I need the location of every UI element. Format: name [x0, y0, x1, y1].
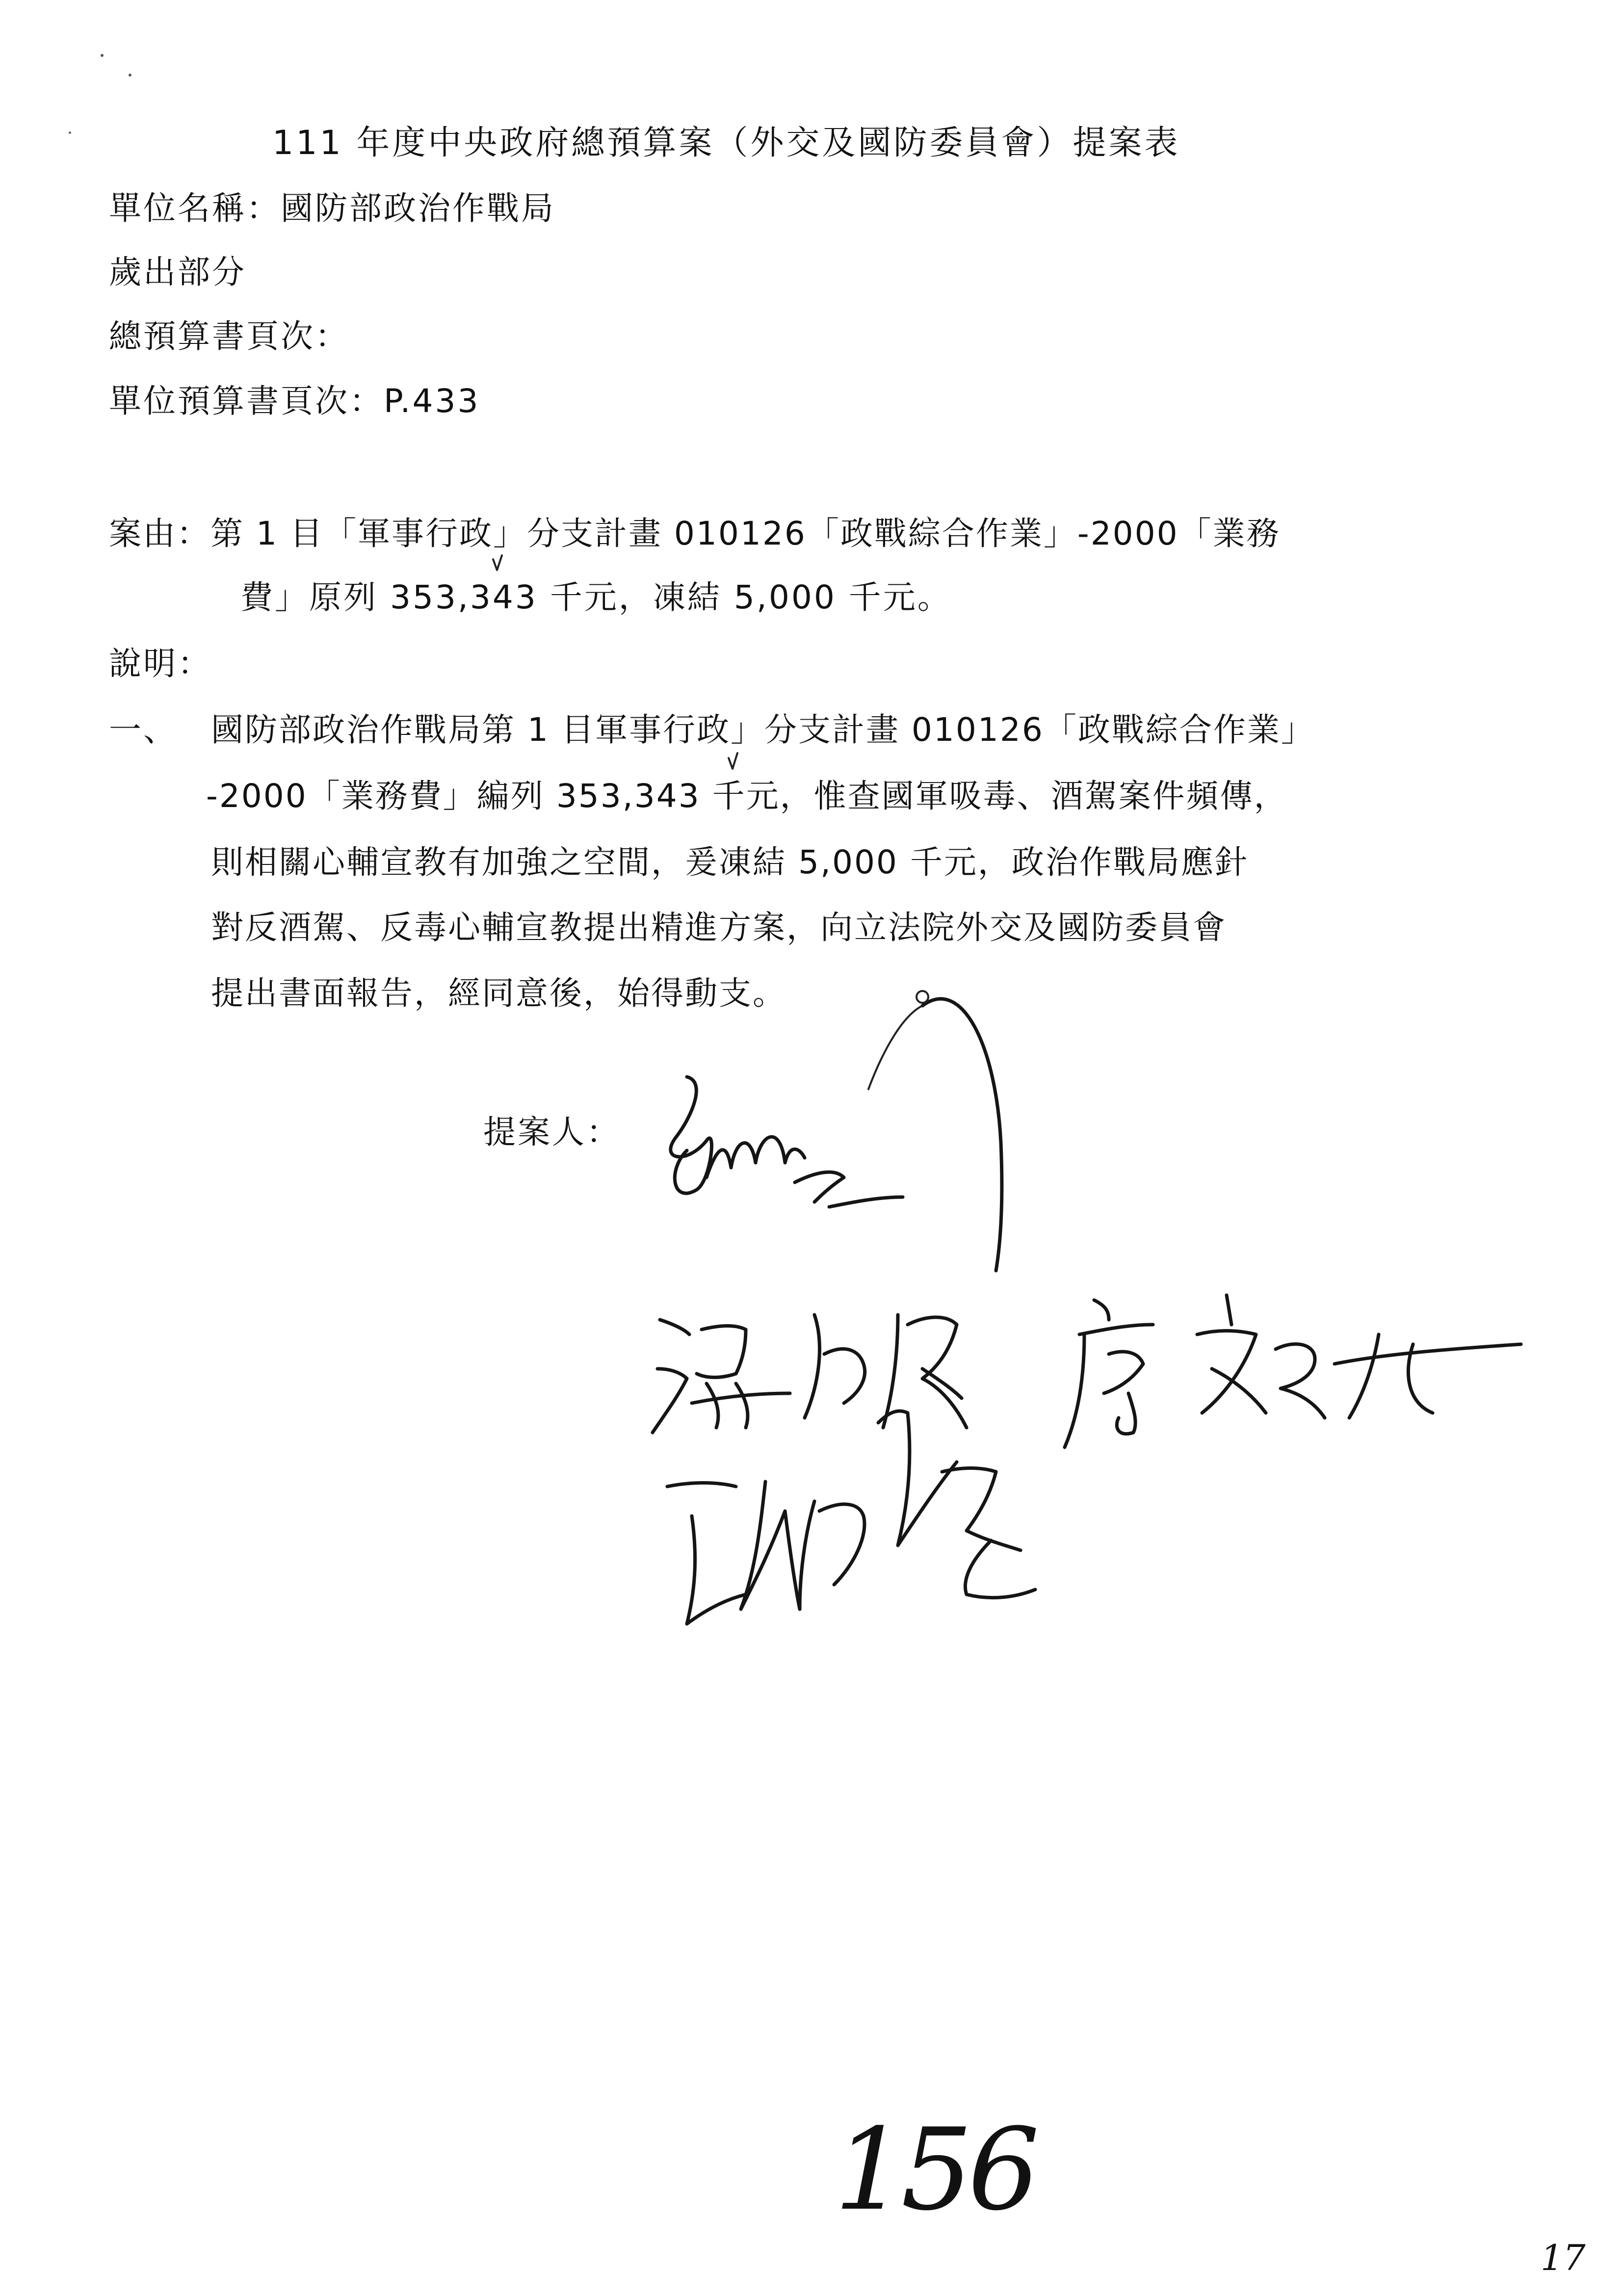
case-line-1: 案由：第 1 目「軍事行政」分支計畫 010126「政戰綜合作業」-2000「業務 [109, 515, 1281, 552]
unit-budget-page: 單位預算書頁次：P.433 [109, 382, 480, 420]
explanation-line: 則相關心輔宣教有加強之空間，爰凍結 5,000 千元，政治作戰局應針 [211, 843, 1249, 881]
section-label: 歲出部分 [109, 253, 246, 291]
scan-speck [129, 74, 131, 77]
proposer-label: 提案人： [483, 1113, 621, 1151]
explanation-line: 對反酒駕、反毒心輔宣教提出精進方案，向立法院外交及國防委員會 [211, 909, 1227, 946]
corner-mark: 17 [1541, 2237, 1586, 2278]
scan-speck [69, 131, 71, 134]
explanation-line: 提出書面報告，經同意後，始得動支。 [211, 974, 786, 1012]
explanation-line: -2000「業務費」編列 353,343 千元，惟查國軍吸毒、酒駕案件頻傳， [206, 777, 1288, 815]
signature-3 [667, 1411, 1035, 1624]
scan-speck [101, 54, 104, 57]
page-number: 156 [834, 2105, 1035, 2236]
item-marker: 一、 [109, 711, 178, 749]
case-line-2: 費」原列 353,343 千元，凍結 5,000 千元。 [240, 578, 952, 616]
unit-name: 單位名稱：國防部政治作戰局 [109, 189, 555, 227]
signature-1 [671, 999, 1002, 1271]
check-mark [729, 753, 737, 769]
ink-dot [917, 991, 928, 1003]
check-mark [493, 555, 502, 570]
explanation-line: 國防部政治作戰局第 1 目軍事行政」分支計畫 010126「政戰綜合作業」 [211, 711, 1315, 749]
signature-2 [653, 1295, 1521, 1447]
page-title: 111 年度中央政府總預算案（外交及國防委員會）提案表 [272, 124, 1180, 162]
explanation-heading: 說明： [109, 645, 212, 682]
general-budget-page: 總預算書頁次： [109, 317, 349, 355]
